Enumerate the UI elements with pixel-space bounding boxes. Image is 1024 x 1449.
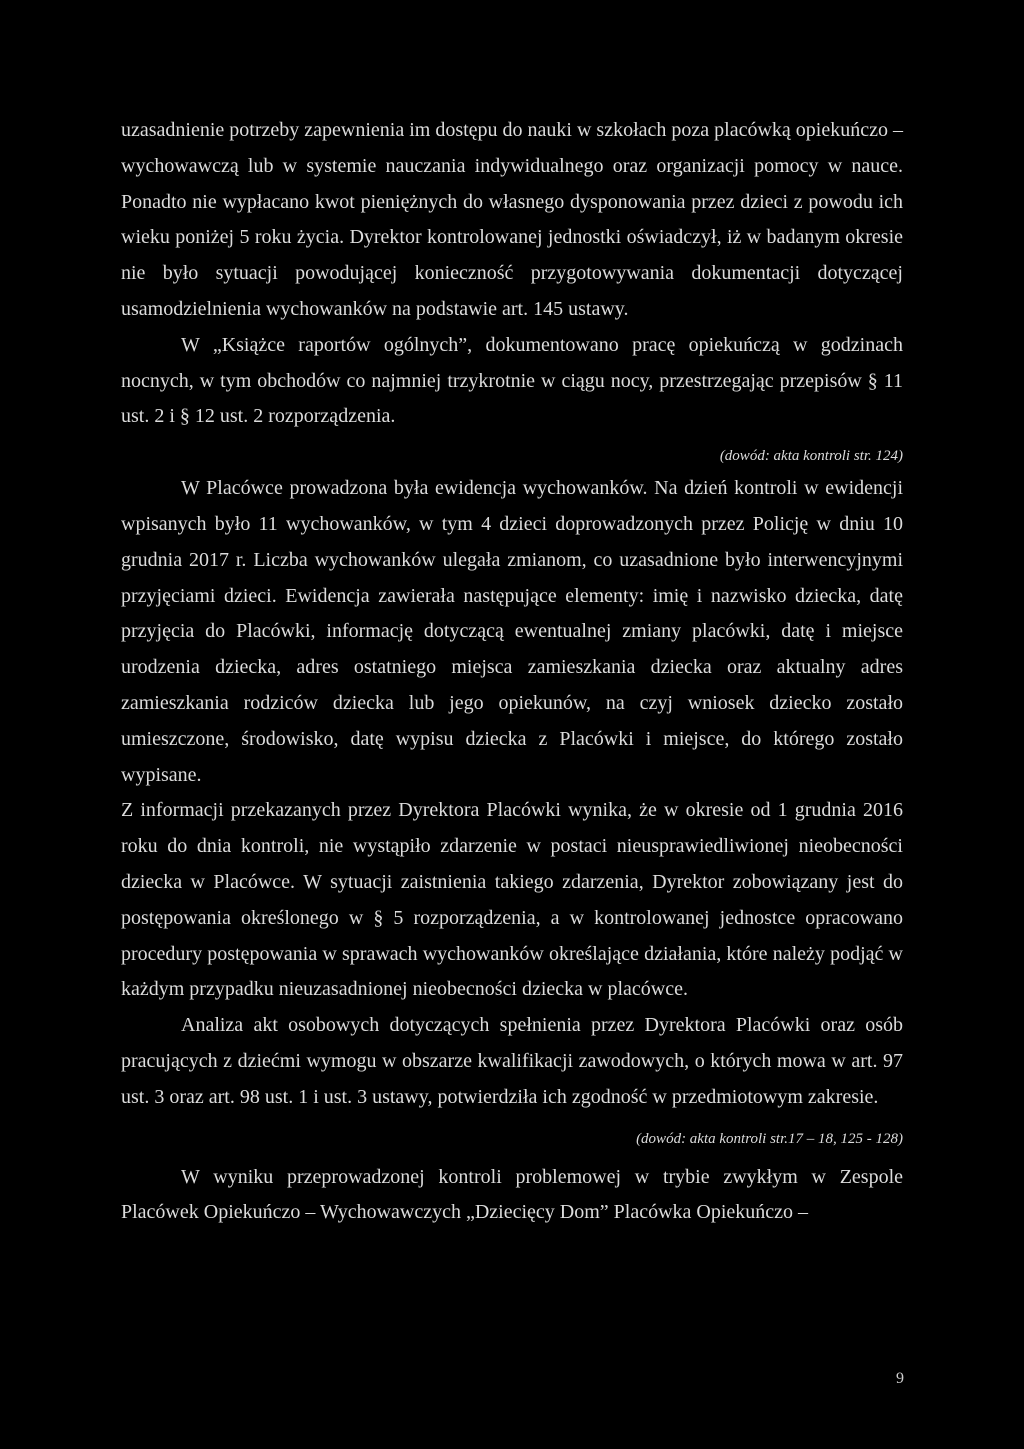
page-number: 9	[896, 1370, 904, 1387]
paragraph-4: Z informacji przekazanych przez Dyrektora Placówki wynika, że w okresie od 1 grudnia 2016 roku do dnia kontroli, nie wystąpiło zdarzenie w postaci nieusprawiedliwionej nieobecności dziecka w Placówce. W sytuacji zaistnienia takiego zdarzenia, Dyrektor zobowiązany jest do postępowania określonego w § 5 rozporządzenia, a w kontrolowanej jednostce opracowano procedury postępowania w sprawach wychowanków określające działania, które należy podjąć w każdym przypadku nieuzasadnionej nieobecności dziecka w placówce.	[121, 799, 903, 1001]
paragraph-2: W „Książce raportów ogólnych”, dokumentowano pracę opiekuńczą w godzinach nocnych, w tym obchodów co najmniej trzykrotnie w ciągu nocy, przestrzegając przepisów § 11 ust. 2 i § 12 ust. 2 rozporządzenia.	[121, 333, 903, 428]
paragraph-6: W wyniku przeprowadzonej kontroli problemowej w trybie zwykłym w Zespole Placówek Opiekuńczo – Wychowawczych „Dziecięcy Dom” Placówka Opiekuńczo –	[121, 1165, 903, 1224]
paragraph-5: Analiza akt osobowych dotyczących spełnienia przez Dyrektora Placówki oraz osób pracujących z dziećmi wymogu w obszarze kwalifikacji zawodowych, o których mowa w art. 97 ust. 3 oraz art. 98 ust. 1 i ust. 3 ustawy, potwierdziła ich zgodność w przedmiotowym zakresie.	[121, 1014, 903, 1108]
evidence-note-1: (dowód: akta kontroli str. 124)	[719, 448, 903, 465]
paragraph-1: uzasadnienie potrzeby zapewnienia im dostępu do nauki w szkołach poza placówką opiekuńczo – wychowawczą lub w systemie nauczania indywidualnego oraz organizacji pomocy w nauce. Ponadto nie wypłacano kwot pieniężnych do własnego dysponowania przez dzieci z powodu ich wieku poniżej 5 roku życia. Dyrektor kontrolowanej jednostki oświadczył, iż w badanym okresie nie było sytuacji powodującej konieczność przygotowywania dokumentacji dotyczącej usamodzielnienia wychowanków na podstawie art. 145 ustawy.	[121, 119, 903, 320]
paragraph-3: W Placówce prowadzona była ewidencja wychowanków. Na dzień kontroli w ewidencji wpisanych było 11 wychowanków, w tym 4 dzieci doprowadzonych przez Policję w dniu 10 grudnia 2017 r. Liczba wychowanków ulegała zmianom, co uzasadnione było interwencyjnymi przyjęciami dzieci. Ewidencja zawierała następujące elementy: imię i nazwisko dziecka, datę przyjęcia do Placówki, informację dotyczącą ewentualnej zmiany placówki, datę i miejsce urodzenia dziecka, adres ostatniego miejsca zamieszkania dziecka oraz aktualny adres zamieszkania rodziców dziecka lub jego opiekunów, na czyj wniosek dziecko zostało umieszczone, środowisko, datę wypisu dziecka z Placówki i miejsce, do którego zostało wypisane.	[121, 477, 903, 786]
evidence-note-2: (dowód: akta kontroli str.17 – 18, 125 - 128)	[636, 1130, 903, 1147]
document-page	[121, 113, 903, 1231]
